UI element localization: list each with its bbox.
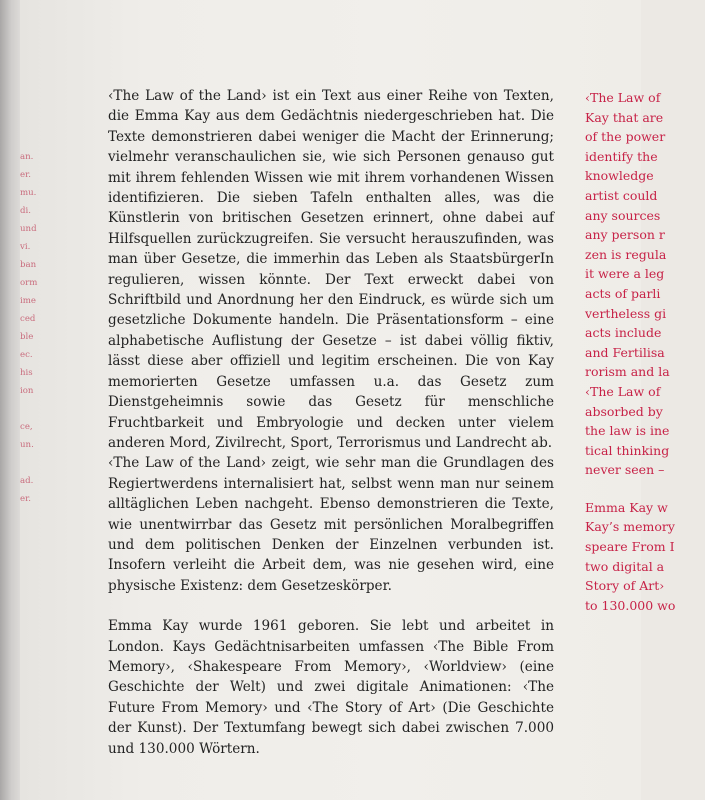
right-fragment: identify the (585, 148, 658, 164)
left-fragment: di. (20, 206, 31, 216)
left-fragment: er. (20, 494, 31, 504)
right-fragment: zen is regula (585, 246, 667, 262)
left-fragment: orm (20, 278, 38, 288)
left-fragment: mu. (20, 188, 37, 198)
paragraph-gap (585, 480, 705, 498)
right-fragment: rorism and la (585, 364, 670, 380)
right-fragment: artist could (585, 187, 658, 203)
right-fragment: and Fertilisa (585, 344, 665, 360)
left-fragment (20, 454, 40, 472)
right-fragment: knowledge (585, 168, 654, 184)
left-fragment: an. (20, 152, 34, 162)
left-fragment: er. (20, 170, 31, 180)
german-text-column (108, 86, 554, 759)
left-fragment: ce, (20, 422, 33, 432)
left-page-bleed-column (20, 148, 40, 708)
paragraph-1: ‹The Law of the Land› ist ein Text aus einer Reihe von Texten, die Emma Kay aus dem Gedächtnis niedergeschrieben hat. Die Texte demonstrieren dabei weniger die Macht der Erinnerung; vielmehr veranschaulichen sie, wie sich Personen genauso gut mit ihrem fehlenden Wissen wie mit ihrem vorhandenen Wissen identifizieren. Die sieben Tafeln enthalten alles, was die Künstlerin von britischen Gesetzen erinnert, ohne dabei auf Hilfsquellen zurückzugreifen. Sie versucht herauszufinden, was man über Gesetze, die immerhin das Leben als StaatsbürgerIn regulieren, wissen könnte. Der Text erweckt dabei von Schriftbild und Anordnung her den Eindruck, es würde sich um gesetzliche Dokumente handeln. Die Präsentationsform – eine alphabetische Auflistung der Gesetze – ist dabei völlig fiktiv, lässt diese aber offiziell und legitim erscheinen. Die von Kay memorierten Gesetze umfassen u.a. das Gesetz zum Dienstgeheimnis sowie das Gesetz für menschliche Fruchtbarkeit und Embryologie und decken unter vielem anderen Mord, Zivilrecht, Sport, Terrorismus und Landrecht ab. (108, 88, 554, 451)
paragraph-2: ‹The Law of the Land› zeigt, wie sehr man die Grundlagen des Regiertwerdens internalisiert hat, selbst wenn man nur seinem alltäglichen Leben nachgeht. Ebenso demonstrieren die Texte, wie unentwirrbar das Gesetz mit persönlichen Moralbegriffen und dem politischen Denken der Einzelnen verbunden ist. Insofern verleiht die Arbeit dem, was nie gesehen wird, eine physische Existenz: dem Gesetzeskörper. (108, 455, 554, 594)
right-fragment: ‹The Law of (585, 383, 661, 399)
right-fragment: of the power (585, 129, 666, 145)
right-fragment: Story of Art› (585, 578, 665, 594)
left-fragment: ban (20, 260, 37, 270)
english-text-column (585, 88, 705, 615)
right-fragment: to 130.000 wo (585, 597, 676, 613)
right-fragment: two digital a (585, 558, 665, 574)
right-fragment: Emma Kay w (585, 499, 668, 515)
left-fragment: un. (20, 440, 34, 450)
left-fragment: ced (20, 314, 36, 324)
right-fragment: absorbed by (585, 403, 663, 419)
right-fragment: any sources (585, 207, 661, 223)
left-fragment: ion (20, 386, 34, 396)
right-fragment: vertheless gi (585, 305, 667, 321)
left-fragment: ec. (20, 350, 33, 360)
right-fragment: ‹The Law of (585, 90, 661, 105)
left-fragment: und (20, 224, 37, 234)
right-fragment: tical thinking (585, 442, 670, 458)
left-fragment: his (20, 368, 33, 378)
right-fragment: speare From I (585, 539, 675, 555)
right-fragment: it were a leg (585, 266, 665, 282)
reverse-side-bleed (580, 718, 660, 732)
right-fragment: any person r (585, 227, 665, 243)
book-page (20, 0, 676, 800)
right-fragment: Kay’s memory (585, 519, 675, 535)
right-fragment: acts include (585, 325, 662, 341)
left-fragment (20, 400, 40, 418)
left-fragment: vi. (20, 242, 31, 252)
left-fragment: ble (20, 332, 34, 342)
right-fragment: acts of parli (585, 285, 661, 301)
right-fragment: Kay that are (585, 109, 664, 125)
artist-bio: Emma Kay wurde 1961 geboren. Sie lebt und arbeitet in London. Kays Gedächtnisarbeiten umfassen ‹The Bible From Memory›, ‹Shakespeare From Memory›, ‹Worldview› (eine Geschichte der Welt) und zwei digitale Animationen: ‹The Future From Memory› und ‹The Story of Art› (Die Geschichte der Kunst). Der Textumfang bewegt sich dabei zwischen 7.000 und 130.000 Wörtern. (108, 618, 554, 757)
right-fragment: never seen – (585, 462, 665, 478)
left-fragment: ad. (20, 476, 34, 486)
right-fragment: the law is ine (585, 423, 670, 439)
left-fragment: ime (20, 296, 36, 306)
